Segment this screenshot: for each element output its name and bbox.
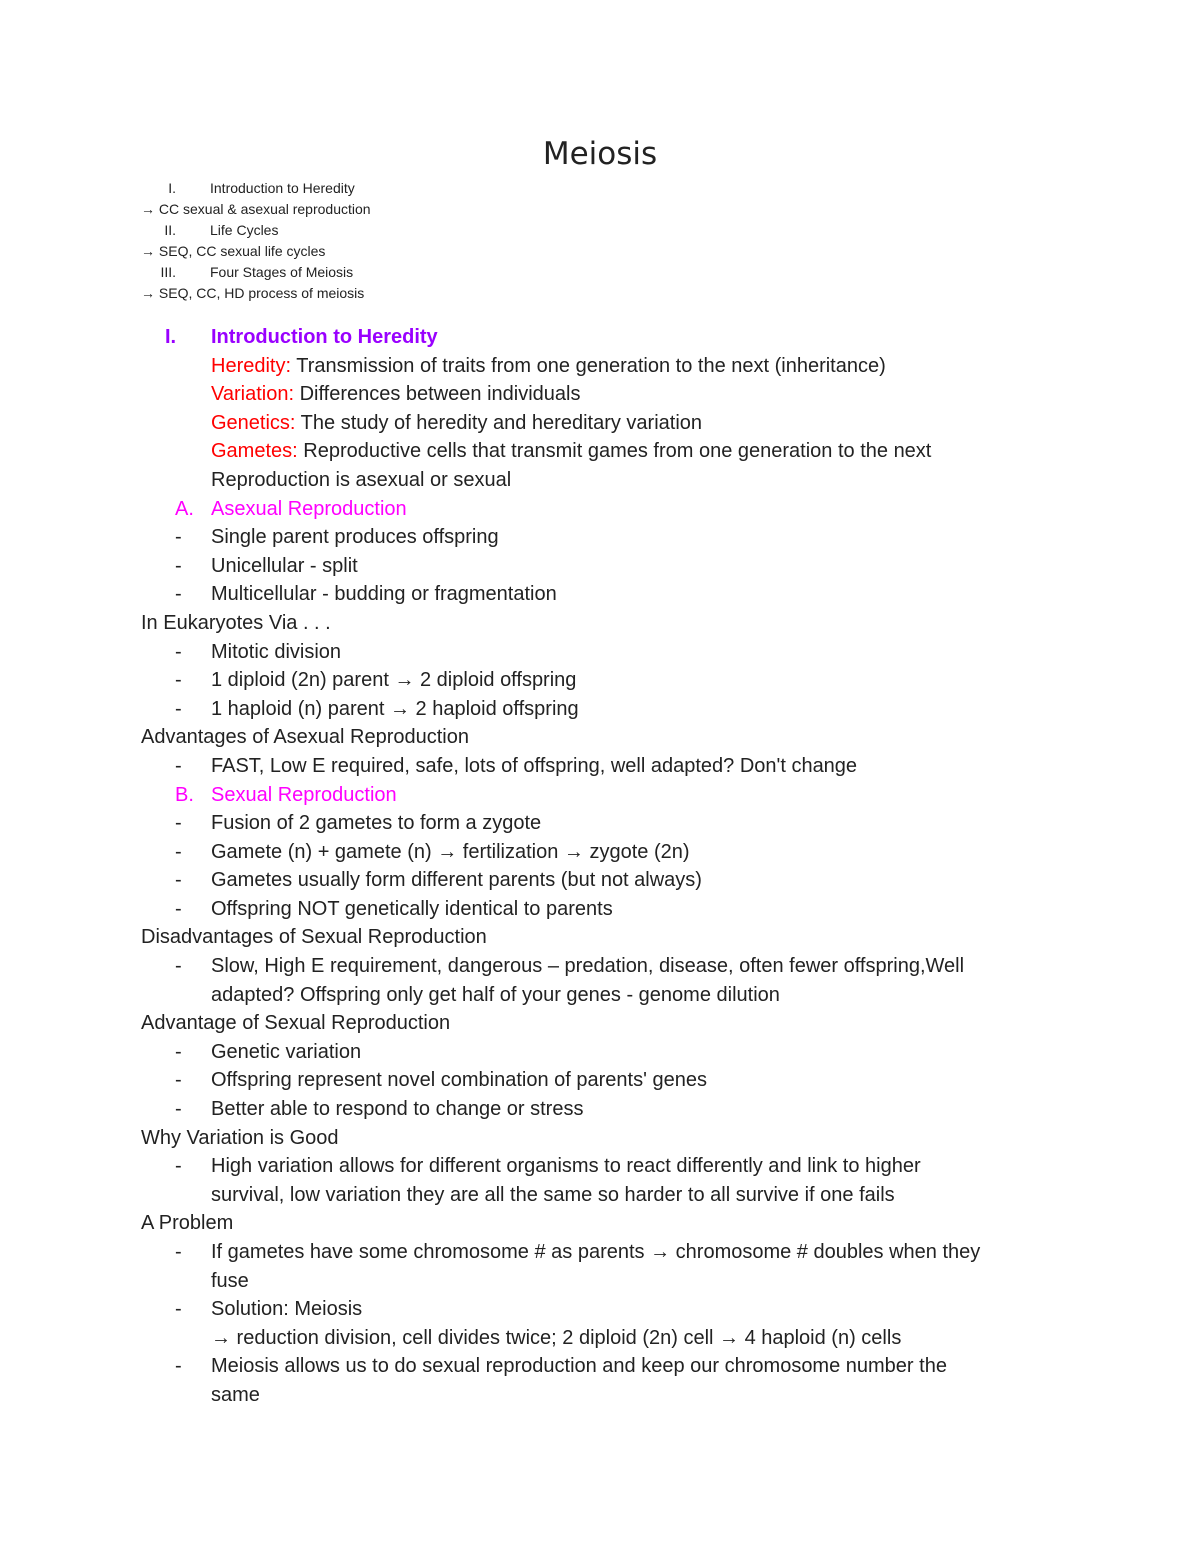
bullet-text: Genetic variation: [211, 1040, 362, 1063]
text-line: [0, 466, 1200, 495]
subsection-heading: [0, 495, 1200, 524]
bullet-dash: -: [175, 754, 182, 777]
subsection-letter: A.: [175, 497, 194, 520]
bullet-continuation: [0, 1181, 1200, 1210]
bullet-dash: -: [175, 1040, 182, 1063]
bullet-text: survival, low variation they are all the same so harder to all survive if one fails: [211, 1183, 895, 1206]
bullet-text: Fusion of 2 gametes to form a zygote: [211, 812, 542, 835]
toc-number: III.: [160, 264, 176, 280]
definition-line: [0, 352, 1200, 381]
definition-text: Differences between individuals: [294, 383, 581, 406]
bullet-dash: -: [175, 1298, 182, 1321]
bullet-text: If gametes have some chromosome # as parents → chromosome # doubles when they: [211, 1241, 981, 1263]
bullet-dash: -: [175, 812, 182, 835]
section-title: Introduction to Heredity: [211, 326, 438, 348]
bullet-item: [0, 1352, 1200, 1381]
definition-text: Transmission of traits from one generation to the next (inheritance): [291, 354, 886, 377]
topic-heading-text: In Eukaryotes Via . . .: [141, 611, 331, 634]
toc-arrow-line: [0, 241, 1200, 262]
subsection-title: Asexual Reproduction: [211, 497, 407, 520]
bullet-dash: -: [175, 669, 182, 692]
bullet-item: [0, 838, 1200, 867]
bullet-dash: -: [175, 1241, 182, 1263]
topic-heading-text: Disadvantages of Sexual Reproduction: [141, 926, 487, 949]
toc-arrow-line: [0, 199, 1200, 220]
bullet-text: Gamete (n) + gamete (n) → fertilization → zygote (2n): [211, 840, 690, 863]
bullet-text: Offspring NOT genetically identical to parents: [211, 897, 613, 920]
bullet-item: [0, 666, 1200, 695]
bullet-dash: -: [175, 1355, 182, 1378]
subsection-heading: [0, 781, 1200, 810]
bullet-text: Single parent produces offspring: [211, 526, 499, 549]
definition-term: Gametes:: [211, 440, 298, 463]
bullet-text: fuse: [211, 1269, 249, 1292]
bullet-dash: -: [175, 869, 182, 892]
bullet-text: 1 diploid (2n) parent → 2 diploid offspring: [211, 669, 577, 692]
bullet-text: → reduction division, cell divides twice; 2 diploid (2n) cell → 4 haploid (n) cells: [211, 1326, 902, 1349]
toc-item: [0, 262, 1200, 283]
bullet-item: [0, 1038, 1200, 1067]
bullet-dash: -: [175, 640, 182, 663]
bullet-dash: -: [175, 1098, 182, 1121]
document-body: [0, 323, 1200, 1410]
table-of-contents: [0, 178, 1200, 304]
bullet-text: same: [211, 1383, 260, 1406]
bullet-text: FAST, Low E required, safe, lots of offspring, well adapted? Don't change: [211, 754, 858, 777]
definition-line: [0, 437, 1200, 466]
definition-line: [0, 380, 1200, 409]
toc-item: [0, 178, 1200, 199]
bullet-continuation: [0, 1267, 1200, 1296]
bullet-item: [0, 1295, 1200, 1324]
bullet-text: Gametes usually form different parents (but not always): [211, 869, 702, 892]
bullet-text: Multicellular - budding or fragmentation: [211, 583, 557, 606]
definition-term: Variation:: [211, 383, 295, 406]
bullet-dash: -: [175, 526, 182, 549]
bullet-dash: -: [175, 955, 182, 978]
bullet-item: [0, 695, 1200, 724]
toc-text: Introduction to Heredity: [210, 180, 355, 196]
bullet-item: [0, 1095, 1200, 1124]
toc-number: I.: [168, 180, 176, 196]
subsection-title: Sexual Reproduction: [211, 783, 397, 806]
topic-heading-text: Advantage of Sexual Reproduction: [141, 1012, 451, 1035]
bullet-dash: -: [175, 1069, 182, 1092]
toc-arrow-line: [0, 283, 1200, 304]
toc-arrow-text: → SEQ, CC sexual life cycles: [141, 243, 326, 259]
bullet-continuation: [0, 1324, 1200, 1353]
definition-term: Heredity:: [211, 354, 292, 377]
toc-item: [0, 220, 1200, 241]
bullet-item: [0, 1066, 1200, 1095]
subsection-letter: B.: [175, 783, 194, 806]
topic-heading: [0, 923, 1200, 952]
bullet-item: [0, 895, 1200, 924]
bullet-dash: -: [175, 897, 182, 920]
section-heading: [0, 323, 1200, 352]
section-number: I.: [165, 326, 177, 348]
toc-arrow-text: → CC sexual & asexual reproduction: [141, 201, 371, 217]
bullet-item: [0, 952, 1200, 981]
bullet-item: [0, 580, 1200, 609]
bullet-item: [0, 1152, 1200, 1181]
bullet-item: [0, 552, 1200, 581]
toc-number: II.: [164, 222, 176, 238]
bullet-dash: -: [175, 554, 182, 577]
bullet-item: [0, 638, 1200, 667]
definition-term: Genetics:: [211, 411, 296, 434]
bullet-dash: -: [175, 583, 182, 606]
bullet-dash: -: [175, 697, 182, 720]
bullet-text: 1 haploid (n) parent → 2 haploid offspring: [211, 697, 579, 720]
bullet-text: adapted? Offspring only get half of your genes - genome dilution: [211, 983, 780, 1006]
bullet-text: Slow, High E requirement, dangerous – predation, disease, often fewer offspring,Well: [211, 955, 965, 978]
bullet-item: [0, 523, 1200, 552]
toc-arrow-text: → SEQ, CC, HD process of meiosis: [141, 285, 365, 301]
bullet-continuation: [0, 1381, 1200, 1410]
toc-text: Four Stages of Meiosis: [210, 264, 354, 280]
bullet-text: Better able to respond to change or stress: [211, 1098, 584, 1121]
bullet-text: Offspring represent novel combination of parents' genes: [211, 1069, 707, 1092]
bullet-continuation: [0, 981, 1200, 1010]
page-title: Meiosis: [542, 136, 658, 172]
topic-heading-text: Advantages of Asexual Reproduction: [141, 726, 469, 749]
bullet-item: [0, 1238, 1200, 1267]
bullet-text: High variation allows for different organisms to react differently and link to higher: [211, 1155, 921, 1178]
topic-heading-text: Why Variation is Good: [141, 1126, 339, 1149]
topic-heading-text: A Problem: [141, 1212, 234, 1235]
reproduction-statement: Reproduction is asexual or sexual: [211, 468, 512, 491]
bullet-text: Unicellular - split: [211, 554, 358, 577]
toc-text: Life Cycles: [210, 222, 279, 238]
bullet-item: [0, 866, 1200, 895]
topic-heading: [0, 1124, 1200, 1153]
definition-line: [0, 409, 1200, 438]
bullet-text: Meiosis allows us to do sexual reproduction and keep our chromosome number the: [211, 1355, 947, 1378]
definition-text: The study of heredity and hereditary variation: [295, 411, 703, 434]
definition-text: Reproductive cells that transmit games from one generation to the next: [297, 440, 932, 463]
topic-heading: [0, 1009, 1200, 1038]
bullet-item: [0, 752, 1200, 781]
bullet-text: Solution: Meiosis: [211, 1298, 363, 1321]
topic-heading: [0, 1209, 1200, 1238]
bullet-dash: -: [175, 840, 182, 863]
topic-heading: [0, 609, 1200, 638]
bullet-item: [0, 809, 1200, 838]
topic-heading: [0, 723, 1200, 752]
bullet-dash: -: [175, 1155, 182, 1178]
bullet-text: Mitotic division: [211, 640, 342, 663]
